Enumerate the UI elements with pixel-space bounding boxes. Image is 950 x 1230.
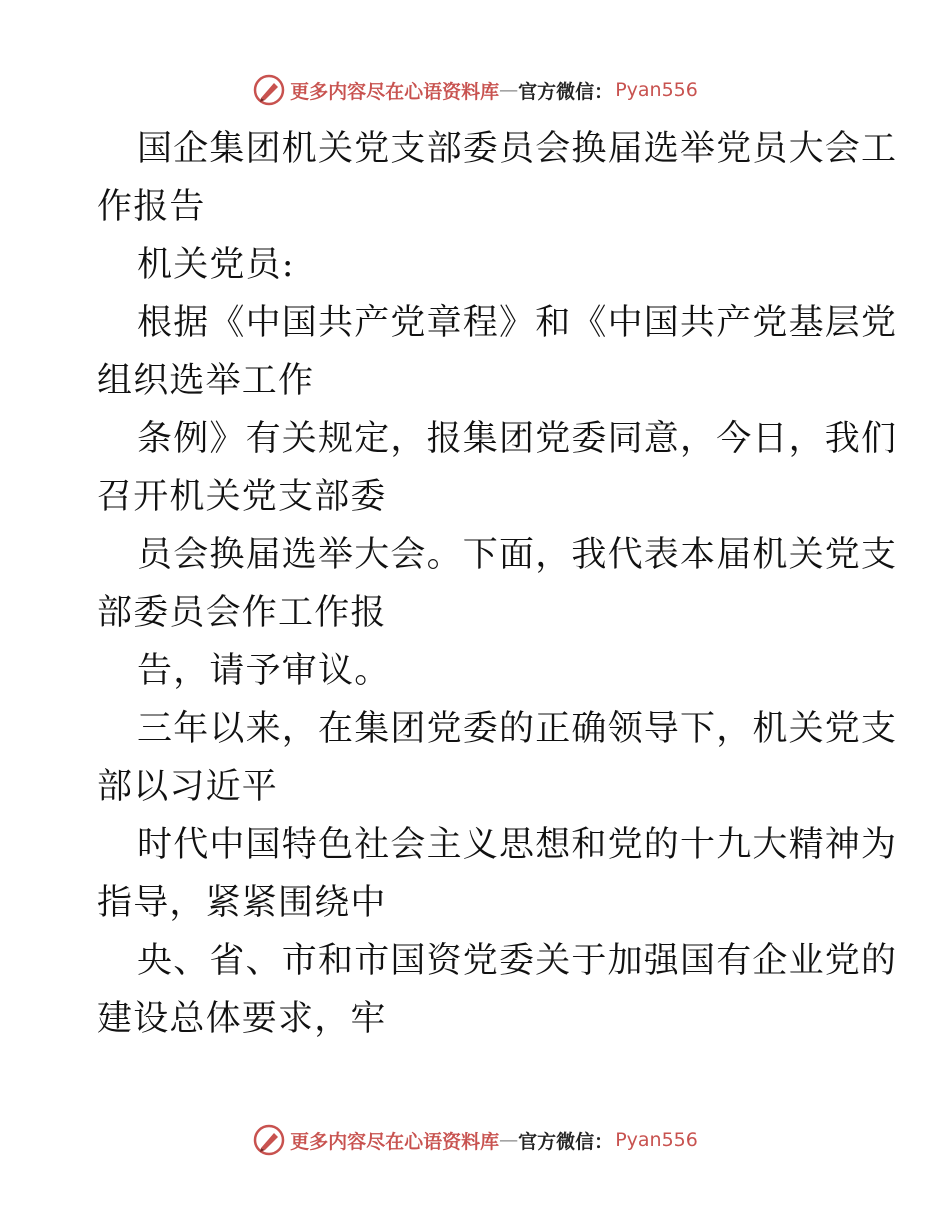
pen-nib-logo-icon bbox=[252, 1123, 286, 1157]
document-line: 部委员会作工作报 bbox=[97, 593, 387, 633]
document-line: 三年以来，在集团党委的正确领导下，机关党支 bbox=[137, 709, 898, 749]
watermark-wechat-label: 官方微信： bbox=[518, 1130, 614, 1153]
pen-nib-logo-icon bbox=[252, 73, 286, 107]
document-line: 时代中国特色社会主义思想和党的十九大精神为 bbox=[137, 825, 898, 865]
watermark-wechat-id: Pyan556 bbox=[615, 1129, 698, 1151]
document-line: 召开机关党支部委 bbox=[97, 477, 387, 517]
document-line: 机关党员: bbox=[137, 245, 295, 285]
document-line: 建设总体要求，牢 bbox=[97, 999, 387, 1039]
header-watermark bbox=[0, 70, 950, 110]
document-line: 组织选举工作 bbox=[97, 361, 315, 401]
document-line: 告，请予审议。 bbox=[137, 651, 391, 691]
watermark-slogan: 更多内容尽在心语资料库 bbox=[290, 80, 500, 103]
document-line: 央、省、市和市国资党委关于加强国有企业党的 bbox=[137, 941, 898, 981]
watermark-wechat-label: 官方微信： bbox=[518, 80, 614, 103]
document-line: 部以习近平 bbox=[97, 767, 279, 807]
document-line: 作报告 bbox=[97, 187, 206, 227]
watermark-slogan: 更多内容尽在心语资料库 bbox=[290, 1130, 500, 1153]
watermark-dash: — bbox=[499, 1129, 519, 1151]
watermark-dash: — bbox=[499, 79, 519, 101]
document-body bbox=[97, 120, 898, 1048]
document-line: 指导，紧紧围绕中 bbox=[97, 883, 387, 923]
footer-watermark bbox=[0, 1120, 950, 1160]
document-line: 国企集团机关党支部委员会换届选举党员大会工 bbox=[137, 129, 898, 169]
document-line: 员会换届选举大会。下面，我代表本届机关党支 bbox=[137, 535, 898, 575]
document-line: 条例》有关规定，报集团党委同意，今日，我们 bbox=[137, 419, 898, 459]
document-line: 根据《中国共产党章程》和《中国共产党基层党 bbox=[137, 303, 898, 343]
watermark-wechat-id: Pyan556 bbox=[615, 79, 698, 101]
